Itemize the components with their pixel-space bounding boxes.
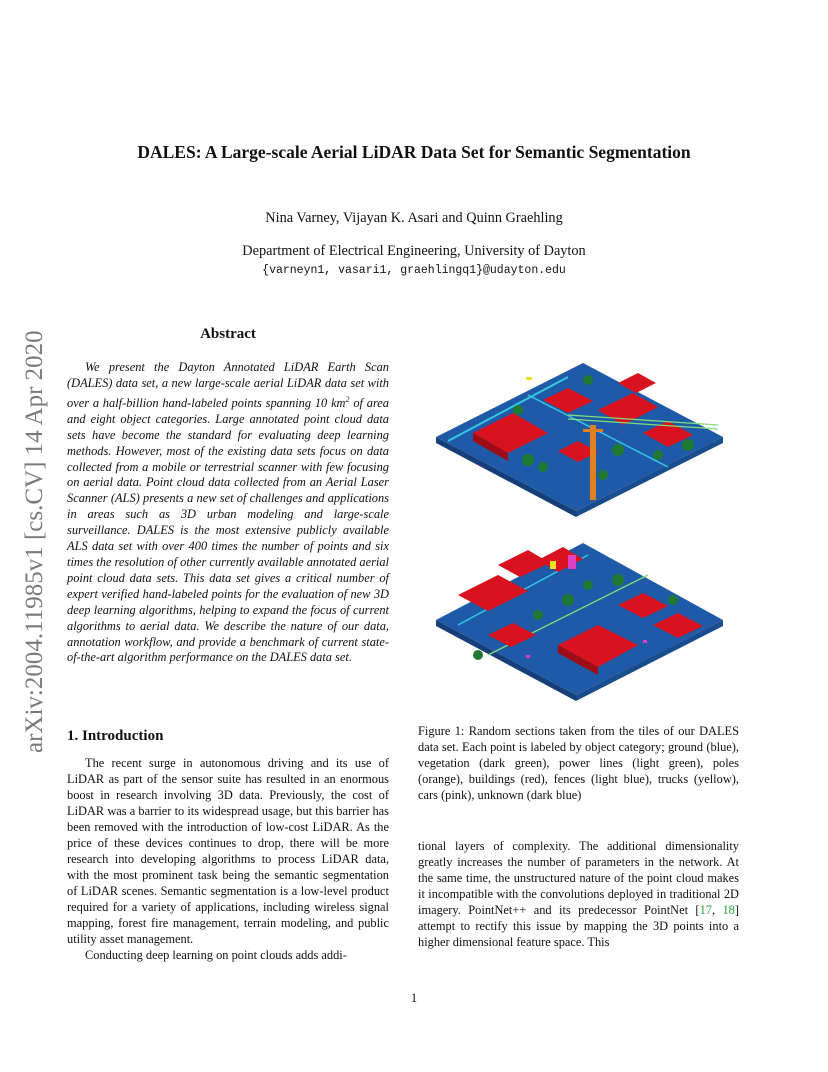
figure-1 xyxy=(418,355,739,705)
right-column-text xyxy=(418,838,739,950)
abstract-heading: Abstract xyxy=(200,326,256,342)
authors: Nina Varney, Vijayan K. Asari and Quinn Graehling xyxy=(265,210,563,226)
lidar-tile-bottom xyxy=(436,543,723,701)
page-number: 1 xyxy=(410,991,418,1005)
introduction-para-2: Conducting deep learning on point clouds adds addi- xyxy=(85,948,347,962)
abstract-unit-exp: 2 xyxy=(345,394,350,404)
citation-separator: , xyxy=(711,903,723,917)
abstract-text-part2: of area and eight object categories. Large annotated point cloud data sets have become the standard for evaluating deep learning methods. However, most of the existing data sets focus on data collected from a mobile or terrestrial scanner with few focusing on aerial data. Point cloud data collected from an Aerial Laser Scanner (ALS) presents a new set of challenges and applications in areas such as 3D urban modeling and large-scale surveillance. DALES is the most extensive publicly available ALS data set with over 400 times the number of points and six times the resolution of other currently available annotated aerial point cloud data sets. This data set gives a critical number of expert verified hand-labeled points for the evaluation of new 3D deep learning algorithms, helping to expand the focus of current algorithms to aerial data. We describe the nature of our data, annotation workflow, and provide a benchmark of current state-of-the-art algorithm performance on the DALES data set. xyxy=(67,395,390,665)
arxiv-sidebar xyxy=(18,283,54,753)
right-column-text-part1: tional layers of complexity. The additional dimensionality greatly increases the number of parameters in the network. At the same time, the unstructured nature of the point cloud makes it incompatible with the convolutions deployed in traditional 2D imagery. PointNet++ and its predecessor PointNet [ xyxy=(418,839,739,917)
right-column-text-part2: ] attempt to rectify this issue by mapping the 3D points into a higher dimensional feature space. This xyxy=(418,903,739,949)
paper-title: DALES: A Large-scale Aerial LiDAR Data Set for Semantic Segmentation xyxy=(137,142,691,162)
introduction-para-1: The recent surge in autonomous driving and its use of LiDAR as part of the sensor suite has resulted in an enormous boost in research involving 3D data. Previously, the cost of LiDAR was a barrier to its widespread usage, but this barrier has been removed with the introduction of low-cost LiDAR. As the price of these devices continues to drop, there will be more research into developing algorithms to process LiDAR data, with the most prominent task being the semantic segmentation of LiDAR scenes. Semantic segmentation is a low-level product required for a variety of applications, including wireless signal mapping, forest fire management, terrain modeling, and public utility asset management. xyxy=(67,756,389,946)
arxiv-id: arXiv:2004.11985v1 [cs.CV] 14 Apr 2020 xyxy=(21,330,48,753)
email-line: {varneyn1, vasari1, graehlingq1}@udayton.edu xyxy=(262,264,566,277)
abstract-unit: km xyxy=(331,395,346,410)
abstract-text xyxy=(67,360,389,666)
lidar-tile-top xyxy=(436,363,723,517)
affiliation: Department of Electrical Engineering, University of Dayton xyxy=(242,243,586,259)
figure-1-caption: Figure 1: Random sections taken from the tiles of our DALES data set. Each point is labeled by object category; ground (blue), vegetation (dark green), power lines (light green), poles (orange), buildings (red), fences (light blue), trucks (yellow), cars (pink), unknown (dark blue) xyxy=(418,724,739,802)
introduction-body xyxy=(67,755,389,963)
citation-17-link[interactable]: 17 xyxy=(699,903,712,917)
introduction-heading: 1. Introduction xyxy=(67,728,164,744)
citation-18-link[interactable]: 18 xyxy=(722,903,735,917)
abstract-text-part1: We present the Dayton Annotated LiDAR Earth Scan (DALES) data set, a new large-scale aerial LiDAR data set with over a half-billion hand-labeled points spanning 10 xyxy=(67,360,389,410)
figure-1-image xyxy=(418,355,739,705)
